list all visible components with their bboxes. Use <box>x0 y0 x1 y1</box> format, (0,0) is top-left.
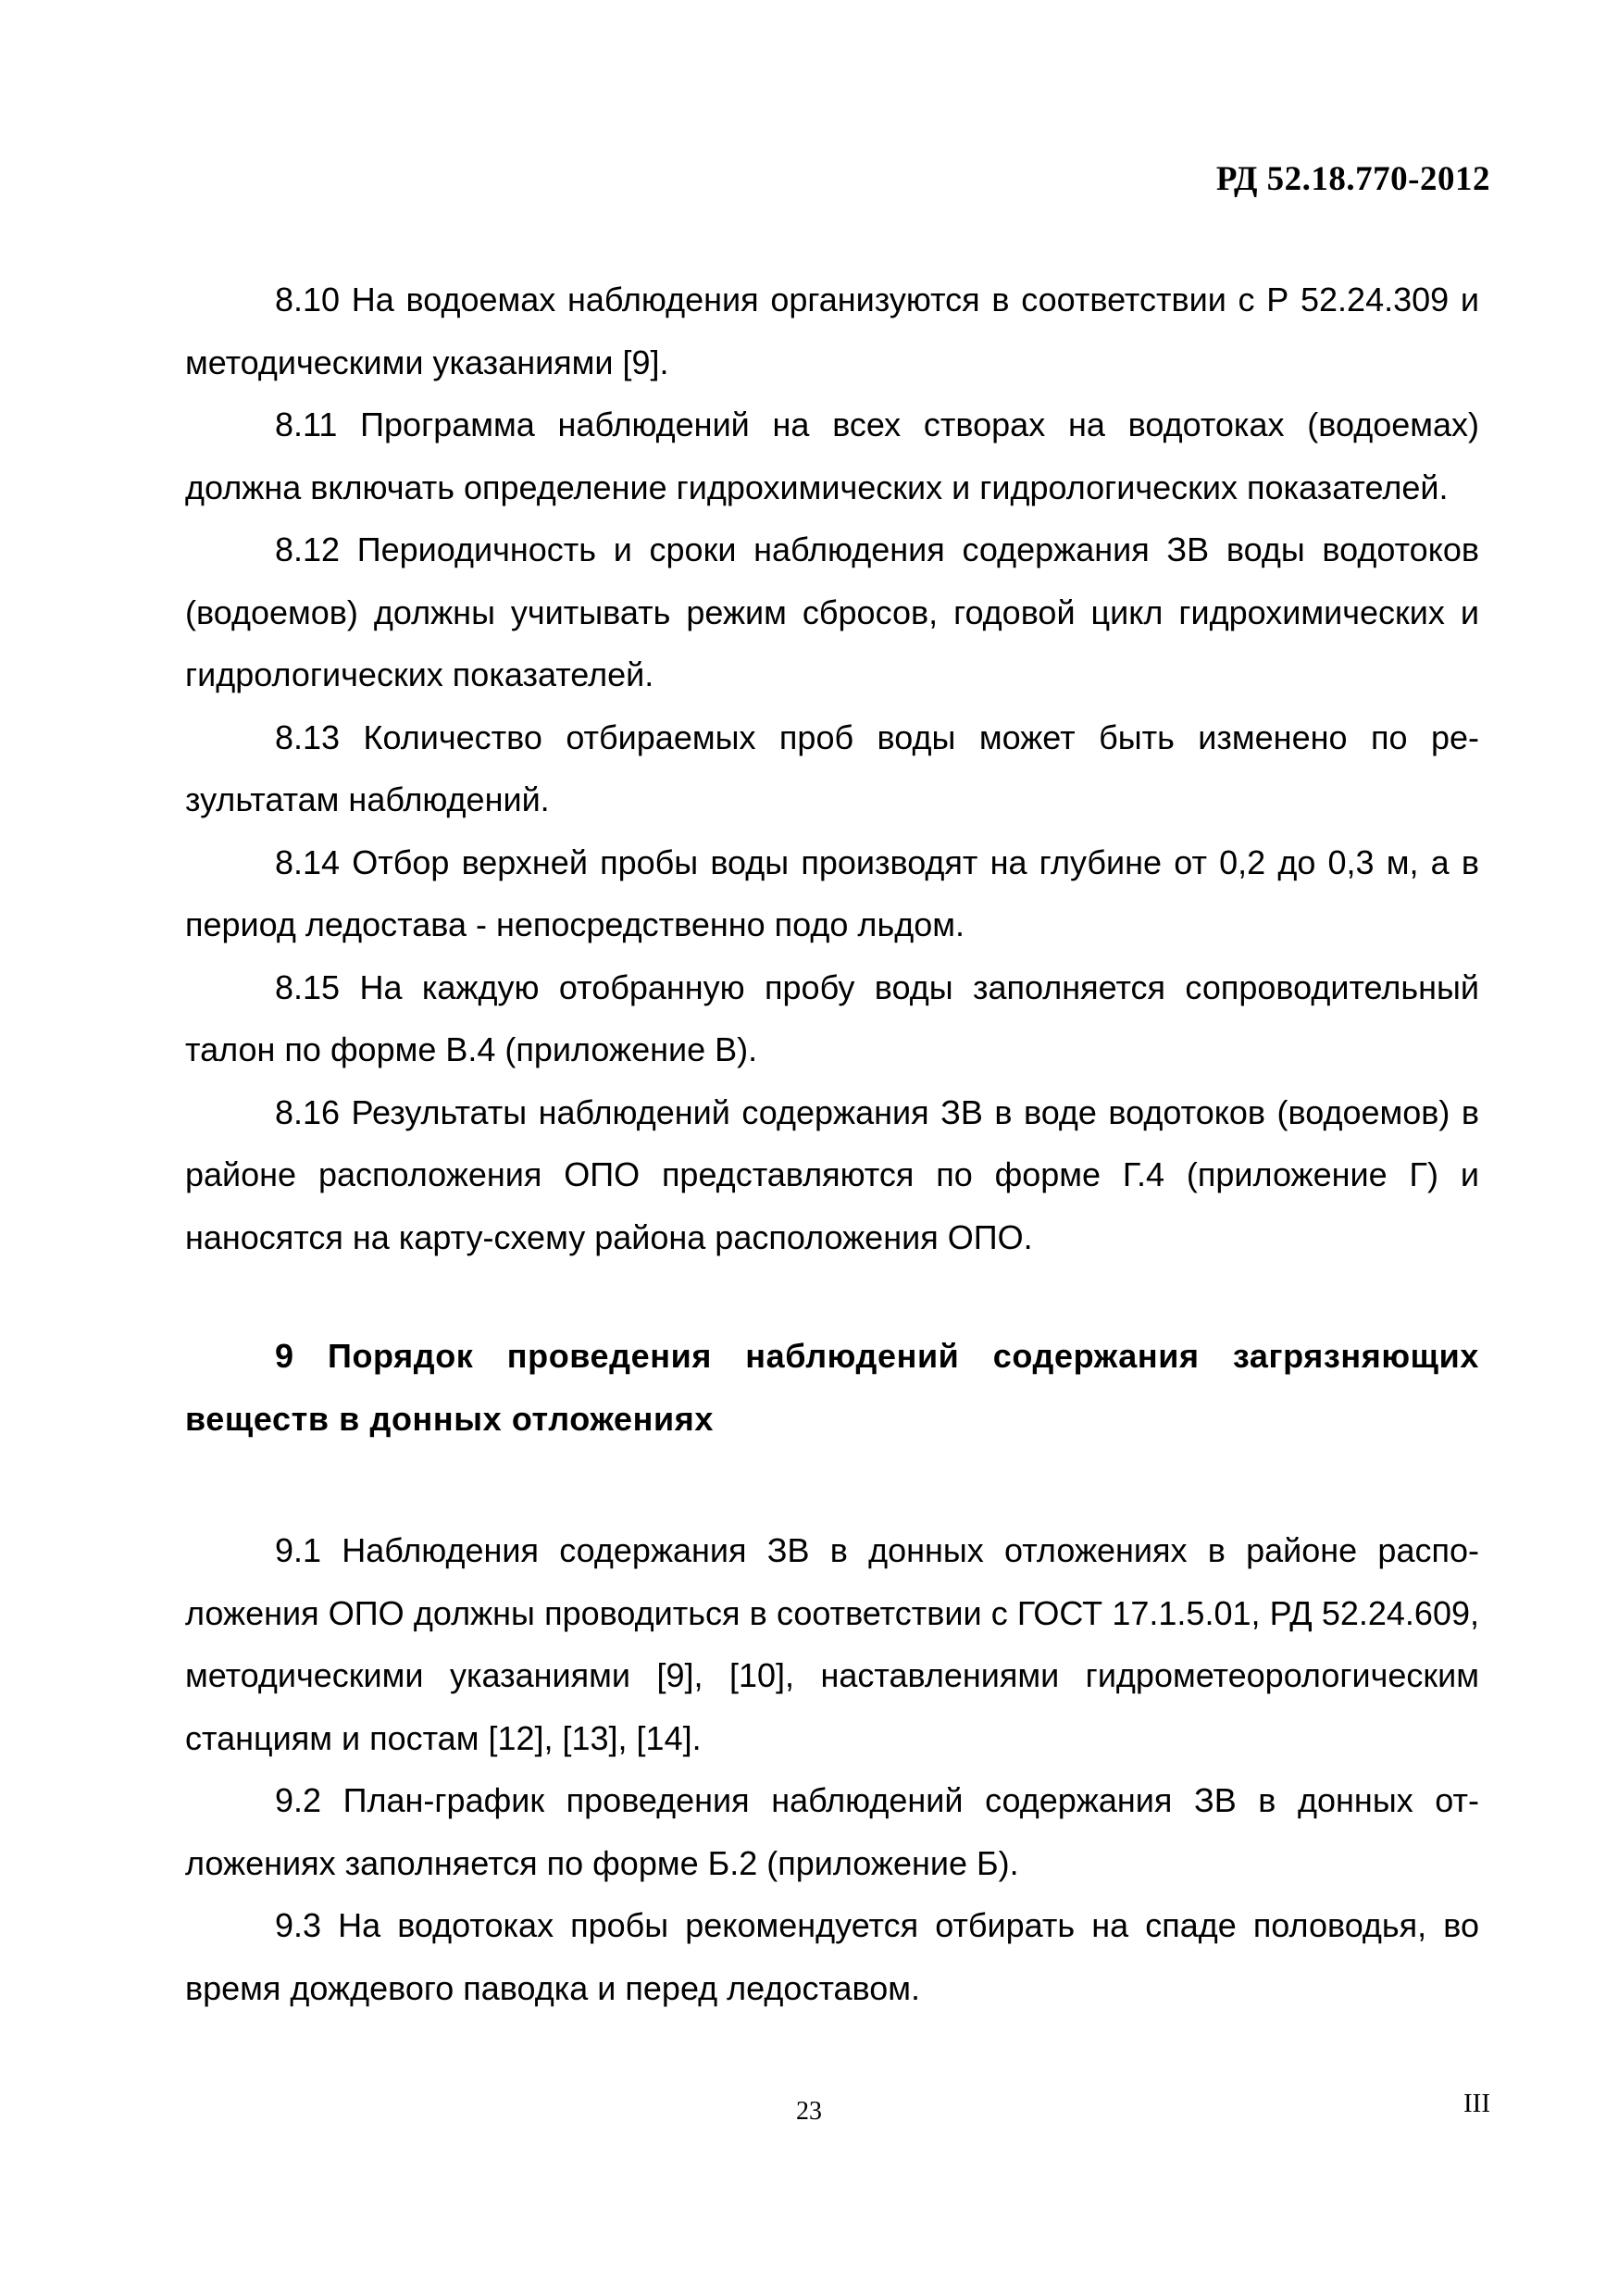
section-9-heading: 9 Порядок проведения наблюдений содержания загрязняющих веществ в донных отложениях <box>185 1337 1479 1438</box>
paragraph-8-14: 8.14 Отбор верхней пробы воды производят на глубине от 0,2 до 0,3 м, а в период ледостава - непосредственно подо льдом. <box>185 842 1479 943</box>
part-mark: III <box>1463 2089 1490 2118</box>
paragraph-9-3: 9.3 На водотоках пробы рекомендуется отбирать на спаде половодья, во время дождевого паводка и перед ледоставом. <box>185 1906 1479 2007</box>
paragraph-8-15: 8.15 На каждую отобранную пробу воды заполняется сопроводительный талон по форме В.4 (приложение В). <box>185 967 1479 1068</box>
paragraph-9-2: 9.2 План-график проведения наблюдений содержания ЗВ в донных отложениях заполняется по форме Б.2 (приложение Б). <box>185 1781 1479 1882</box>
page-number: 23 <box>796 2097 822 2126</box>
paragraph-8-10: 8.10 На водоемах наблюдения организуются в соответствии с Р 52.24.309 и методическими указаниями [9]. <box>185 281 1479 381</box>
paragraph-9-1: 9.1 Наблюдения содержания ЗВ в донных отложениях в районе расположения ОПО должны проводиться в соответствии с ГОСТ 17.1.5.01, РД 52.24.609, методическими указаниями [9], [10], наставлениями гидрометеорологическим станциям и постам [12], [13], [14]. <box>185 1531 1479 1757</box>
paragraph-8-12: 8.12 Периодичность и сроки наблюдения содержания ЗВ воды водотоков (водоемов) должны учитывать режим сбросов, годовой цикл гидрохимических и гидрологических показателей. <box>185 530 1479 693</box>
paragraph-8-11: 8.11 Программа наблюдений на всех створах на водотоках (водоемах) должна включать определение гидрохимических и гидрологических показателей. <box>185 406 1479 506</box>
paragraph-8-16: 8.16 Результаты наблюдений содержания ЗВ в воде водотоков (водоемов) в районе расположения ОПО представляются по форме Г.4 (приложение Г) и наносятся на карту-схему района расположения ОПО. <box>185 1092 1479 1256</box>
document-code: РД 52.18.770-2012 <box>1215 160 1490 198</box>
page-content <box>185 268 1479 2019</box>
paragraph-8-13: 8.13 Количество отбираемых проб воды может быть изменено по результатам наблюдений. <box>185 718 1479 818</box>
